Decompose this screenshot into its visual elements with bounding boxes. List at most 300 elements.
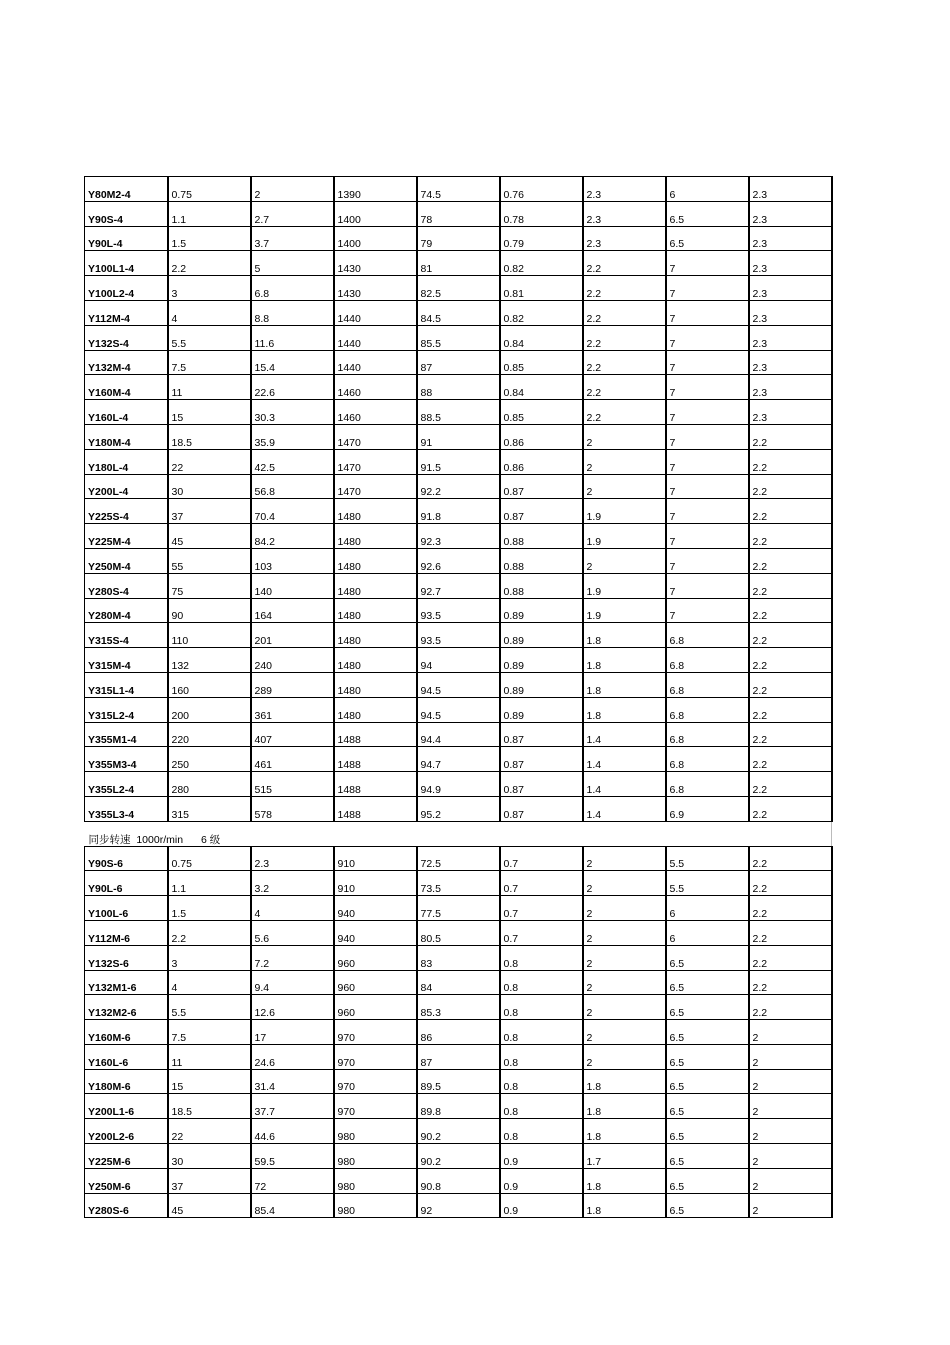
value-cell: 1488: [334, 747, 417, 772]
value-cell: 55: [168, 548, 251, 573]
value-cell: 0.86: [500, 424, 583, 449]
value-cell: 7.5: [168, 350, 251, 375]
value-cell: 1470: [334, 449, 417, 474]
value-cell: 35.9: [251, 424, 334, 449]
value-cell: 7: [666, 325, 749, 350]
model-cell: Y250M-4: [85, 548, 168, 573]
value-cell: 15: [168, 1069, 251, 1094]
table-row: [85, 846, 832, 871]
value-cell: 72.5: [417, 846, 500, 871]
value-cell: 90.2: [417, 1119, 500, 1144]
model-cell: Y225S-4: [85, 499, 168, 524]
four-pole-group: [85, 177, 832, 822]
value-cell: 0.88: [500, 548, 583, 573]
value-cell: 1440: [334, 300, 417, 325]
value-cell: 45: [168, 524, 251, 549]
value-cell: 0.79: [500, 226, 583, 251]
value-cell: 0.82: [500, 251, 583, 276]
table-row: [85, 1144, 832, 1169]
value-cell: 2.3: [749, 400, 832, 425]
value-cell: 1.8: [583, 697, 666, 722]
value-cell: 93.5: [417, 623, 500, 648]
value-cell: 2: [583, 424, 666, 449]
value-cell: 2.3: [749, 325, 832, 350]
value-cell: 1480: [334, 697, 417, 722]
value-cell: 82.5: [417, 276, 500, 301]
value-cell: 1.8: [583, 1193, 666, 1218]
value-cell: 2: [749, 1044, 832, 1069]
model-cell: Y90S-4: [85, 201, 168, 226]
model-cell: Y132S-6: [85, 945, 168, 970]
value-cell: 6.5: [666, 1168, 749, 1193]
value-cell: 37.7: [251, 1094, 334, 1119]
value-cell: 2.2: [583, 350, 666, 375]
model-cell: Y90L-6: [85, 871, 168, 896]
value-cell: 980: [334, 1119, 417, 1144]
value-cell: 0.8: [500, 1119, 583, 1144]
model-cell: Y315L1-4: [85, 672, 168, 697]
value-cell: 0.85: [500, 400, 583, 425]
table-row: [85, 1094, 832, 1119]
value-cell: 2.7: [251, 201, 334, 226]
value-cell: 0.85: [500, 350, 583, 375]
value-cell: 1.8: [583, 672, 666, 697]
value-cell: 1.8: [583, 1168, 666, 1193]
value-cell: 2: [583, 1044, 666, 1069]
value-cell: 0.75: [168, 846, 251, 871]
value-cell: 960: [334, 995, 417, 1020]
value-cell: 2: [749, 1020, 832, 1045]
value-cell: 970: [334, 1069, 417, 1094]
value-cell: 2.2: [583, 300, 666, 325]
value-cell: 2: [583, 449, 666, 474]
value-cell: 90.2: [417, 1144, 500, 1169]
value-cell: 2.3: [583, 226, 666, 251]
value-cell: 7: [666, 424, 749, 449]
value-cell: 2: [583, 945, 666, 970]
value-cell: 2.2: [583, 375, 666, 400]
value-cell: 6.8: [666, 747, 749, 772]
table-row: [85, 970, 832, 995]
value-cell: 940: [334, 920, 417, 945]
table-row: [85, 300, 832, 325]
section-poles: 6 级: [201, 833, 221, 846]
value-cell: 0.78: [500, 201, 583, 226]
value-cell: 1.8: [583, 1119, 666, 1144]
table-row: [85, 375, 832, 400]
value-cell: 2.2: [749, 796, 832, 821]
value-cell: 22: [168, 1119, 251, 1144]
model-cell: Y200L2-6: [85, 1119, 168, 1144]
table-row: [85, 672, 832, 697]
value-cell: 94.9: [417, 772, 500, 797]
value-cell: 1.1: [168, 201, 251, 226]
value-cell: 5.5: [666, 846, 749, 871]
model-cell: Y100L1-4: [85, 251, 168, 276]
table-row: [85, 896, 832, 921]
value-cell: 6.8: [666, 697, 749, 722]
value-cell: 80.5: [417, 920, 500, 945]
value-cell: 31.4: [251, 1069, 334, 1094]
value-cell: 0.8: [500, 1094, 583, 1119]
value-cell: 970: [334, 1044, 417, 1069]
value-cell: 110: [168, 623, 251, 648]
value-cell: 0.87: [500, 474, 583, 499]
value-cell: 72: [251, 1168, 334, 1193]
value-cell: 12.6: [251, 995, 334, 1020]
value-cell: 6.5: [666, 1119, 749, 1144]
value-cell: 2.2: [583, 251, 666, 276]
value-cell: 164: [251, 598, 334, 623]
value-cell: 0.89: [500, 648, 583, 673]
table-row: [85, 623, 832, 648]
section-header-cell: [85, 821, 832, 846]
value-cell: 56.8: [251, 474, 334, 499]
value-cell: 220: [168, 722, 251, 747]
value-cell: 407: [251, 722, 334, 747]
value-cell: 1400: [334, 201, 417, 226]
value-cell: 2.3: [583, 177, 666, 202]
value-cell: 1.9: [583, 598, 666, 623]
value-cell: 7: [666, 499, 749, 524]
value-cell: 7: [666, 449, 749, 474]
table-row: [85, 995, 832, 1020]
value-cell: 132: [168, 648, 251, 673]
value-cell: 37: [168, 499, 251, 524]
motor-spec-table: [84, 176, 833, 1218]
value-cell: 2.2: [749, 573, 832, 598]
value-cell: 92.2: [417, 474, 500, 499]
value-cell: 2: [583, 896, 666, 921]
value-cell: 6.8: [666, 722, 749, 747]
model-cell: Y160M-4: [85, 375, 168, 400]
value-cell: 2.2: [749, 672, 832, 697]
value-cell: 2: [749, 1094, 832, 1119]
value-cell: 1460: [334, 400, 417, 425]
value-cell: 0.8: [500, 945, 583, 970]
value-cell: 4: [168, 300, 251, 325]
value-cell: 2.3: [583, 201, 666, 226]
value-cell: 1480: [334, 548, 417, 573]
value-cell: 0.82: [500, 300, 583, 325]
model-cell: Y200L-4: [85, 474, 168, 499]
model-cell: Y315S-4: [85, 623, 168, 648]
value-cell: 1.1: [168, 871, 251, 896]
value-cell: 0.7: [500, 920, 583, 945]
value-cell: 17: [251, 1020, 334, 1045]
value-cell: 0.87: [500, 747, 583, 772]
model-cell: Y225M-6: [85, 1144, 168, 1169]
value-cell: 79: [417, 226, 500, 251]
value-cell: 2: [583, 474, 666, 499]
value-cell: 289: [251, 672, 334, 697]
value-cell: 1.4: [583, 747, 666, 772]
value-cell: 515: [251, 772, 334, 797]
value-cell: 7.2: [251, 945, 334, 970]
value-cell: 0.81: [500, 276, 583, 301]
table-row: [85, 920, 832, 945]
value-cell: 59.5: [251, 1144, 334, 1169]
value-cell: 1.8: [583, 1069, 666, 1094]
value-cell: 0.8: [500, 995, 583, 1020]
value-cell: 88: [417, 375, 500, 400]
value-cell: 6.5: [666, 1020, 749, 1045]
value-cell: 0.8: [500, 1020, 583, 1045]
value-cell: 2.3: [251, 846, 334, 871]
value-cell: 2.3: [749, 177, 832, 202]
value-cell: 7: [666, 573, 749, 598]
value-cell: 2.3: [749, 375, 832, 400]
value-cell: 2.3: [749, 226, 832, 251]
value-cell: 2: [749, 1193, 832, 1218]
table-row: [85, 400, 832, 425]
value-cell: 960: [334, 970, 417, 995]
value-cell: 3: [168, 276, 251, 301]
value-cell: 7: [666, 350, 749, 375]
value-cell: 73.5: [417, 871, 500, 896]
value-cell: 45: [168, 1193, 251, 1218]
section-label: 同步转速: [88, 833, 131, 846]
value-cell: 85.4: [251, 1193, 334, 1218]
value-cell: 6.8: [666, 772, 749, 797]
table-row: [85, 871, 832, 896]
value-cell: 92.3: [417, 524, 500, 549]
value-cell: 92.7: [417, 573, 500, 598]
model-cell: Y132S-4: [85, 325, 168, 350]
model-cell: Y132M2-6: [85, 995, 168, 1020]
value-cell: 2.2: [583, 276, 666, 301]
table-row: [85, 1168, 832, 1193]
value-cell: 2.2: [749, 945, 832, 970]
table-row: [85, 1119, 832, 1144]
value-cell: 6.5: [666, 945, 749, 970]
value-cell: 1390: [334, 177, 417, 202]
value-cell: 1480: [334, 648, 417, 673]
value-cell: 2.2: [749, 846, 832, 871]
value-cell: 92: [417, 1193, 500, 1218]
value-cell: 2: [583, 548, 666, 573]
value-cell: 11: [168, 1044, 251, 1069]
value-cell: 84.5: [417, 300, 500, 325]
value-cell: 91.5: [417, 449, 500, 474]
value-cell: 2.2: [749, 772, 832, 797]
value-cell: 5.5: [168, 995, 251, 1020]
value-cell: 1488: [334, 722, 417, 747]
value-cell: 94.5: [417, 672, 500, 697]
table-row: [85, 524, 832, 549]
value-cell: 22: [168, 449, 251, 474]
value-cell: 1.5: [168, 226, 251, 251]
value-cell: 0.88: [500, 573, 583, 598]
model-cell: Y160L-6: [85, 1044, 168, 1069]
value-cell: 0.7: [500, 846, 583, 871]
value-cell: 2.2: [749, 598, 832, 623]
table-row: [85, 1069, 832, 1094]
value-cell: 980: [334, 1168, 417, 1193]
table-row: [85, 325, 832, 350]
value-cell: 5: [251, 251, 334, 276]
value-cell: 9.4: [251, 970, 334, 995]
value-cell: 6.5: [666, 201, 749, 226]
value-cell: 361: [251, 697, 334, 722]
table-row: [85, 796, 832, 821]
value-cell: 6.5: [666, 1044, 749, 1069]
model-cell: Y250M-6: [85, 1168, 168, 1193]
value-cell: 1.4: [583, 722, 666, 747]
value-cell: 2: [749, 1168, 832, 1193]
value-cell: 980: [334, 1144, 417, 1169]
value-cell: 6.5: [666, 995, 749, 1020]
value-cell: 77.5: [417, 896, 500, 921]
model-cell: Y280M-4: [85, 598, 168, 623]
value-cell: 2.2: [749, 474, 832, 499]
value-cell: 84: [417, 970, 500, 995]
value-cell: 11.6: [251, 325, 334, 350]
table-row: [85, 276, 832, 301]
value-cell: 2.2: [749, 548, 832, 573]
value-cell: 0.8: [500, 1044, 583, 1069]
value-cell: 5.5: [168, 325, 251, 350]
value-cell: 2: [749, 1119, 832, 1144]
value-cell: 94.7: [417, 747, 500, 772]
value-cell: 315: [168, 796, 251, 821]
model-cell: Y160M-6: [85, 1020, 168, 1045]
value-cell: 2.2: [749, 970, 832, 995]
model-cell: Y180M-6: [85, 1069, 168, 1094]
value-cell: 2.3: [749, 251, 832, 276]
value-cell: 24.6: [251, 1044, 334, 1069]
value-cell: 6.5: [666, 1144, 749, 1169]
value-cell: 1488: [334, 772, 417, 797]
value-cell: 2.2: [749, 449, 832, 474]
value-cell: 2.2: [749, 499, 832, 524]
value-cell: 90.8: [417, 1168, 500, 1193]
value-cell: 7: [666, 474, 749, 499]
value-cell: 1.8: [583, 1094, 666, 1119]
model-cell: Y315L2-4: [85, 697, 168, 722]
section-header-group: [85, 821, 832, 846]
value-cell: 0.8: [500, 1069, 583, 1094]
value-cell: 0.7: [500, 871, 583, 896]
value-cell: 0.84: [500, 325, 583, 350]
value-cell: 0.9: [500, 1144, 583, 1169]
table-row: [85, 251, 832, 276]
value-cell: 6.8: [666, 623, 749, 648]
model-cell: Y112M-4: [85, 300, 168, 325]
value-cell: 86: [417, 1020, 500, 1045]
value-cell: 2.2: [749, 648, 832, 673]
value-cell: 2.2: [749, 524, 832, 549]
model-cell: Y355L2-4: [85, 772, 168, 797]
model-cell: Y90L-4: [85, 226, 168, 251]
table-row: [85, 697, 832, 722]
value-cell: 2.2: [168, 251, 251, 276]
value-cell: 5.6: [251, 920, 334, 945]
value-cell: 1.5: [168, 896, 251, 921]
model-cell: Y315M-4: [85, 648, 168, 673]
value-cell: 6.8: [666, 648, 749, 673]
table-row: [85, 945, 832, 970]
table-row: [85, 424, 832, 449]
value-cell: 0.89: [500, 623, 583, 648]
value-cell: 30: [168, 1144, 251, 1169]
table-row: [85, 548, 832, 573]
value-cell: 140: [251, 573, 334, 598]
value-cell: 6.5: [666, 1193, 749, 1218]
model-cell: Y132M1-6: [85, 970, 168, 995]
value-cell: 960: [334, 945, 417, 970]
value-cell: 37: [168, 1168, 251, 1193]
model-cell: Y355M1-4: [85, 722, 168, 747]
value-cell: 6: [666, 177, 749, 202]
value-cell: 2.2: [749, 871, 832, 896]
value-cell: 0.87: [500, 796, 583, 821]
table-row: [85, 772, 832, 797]
value-cell: 85.5: [417, 325, 500, 350]
value-cell: 2.2: [749, 896, 832, 921]
value-cell: 461: [251, 747, 334, 772]
value-cell: 2.2: [749, 920, 832, 945]
value-cell: 90: [168, 598, 251, 623]
value-cell: 7: [666, 276, 749, 301]
value-cell: 78: [417, 201, 500, 226]
value-cell: 91: [417, 424, 500, 449]
value-cell: 2: [583, 970, 666, 995]
value-cell: 7.5: [168, 1020, 251, 1045]
value-cell: 1.9: [583, 499, 666, 524]
value-cell: 2.3: [749, 350, 832, 375]
table-row: [85, 1020, 832, 1045]
value-cell: 30: [168, 474, 251, 499]
value-cell: 6.8: [251, 276, 334, 301]
value-cell: 2: [749, 1069, 832, 1094]
value-cell: 92.6: [417, 548, 500, 573]
value-cell: 22.6: [251, 375, 334, 400]
value-cell: 3.2: [251, 871, 334, 896]
value-cell: 1480: [334, 598, 417, 623]
value-cell: 7: [666, 598, 749, 623]
value-cell: 94: [417, 648, 500, 673]
value-cell: 1.7: [583, 1144, 666, 1169]
value-cell: 940: [334, 896, 417, 921]
value-cell: 75: [168, 573, 251, 598]
value-cell: 910: [334, 871, 417, 896]
value-cell: 240: [251, 648, 334, 673]
value-cell: 2.2: [749, 697, 832, 722]
value-cell: 84.2: [251, 524, 334, 549]
value-cell: 1.9: [583, 524, 666, 549]
value-cell: 1.8: [583, 648, 666, 673]
value-cell: 0.76: [500, 177, 583, 202]
six-pole-group: [85, 846, 832, 1218]
table-row: [85, 598, 832, 623]
table-row: [85, 1193, 832, 1218]
value-cell: 1430: [334, 251, 417, 276]
section-speed: 1000r/min: [136, 833, 184, 846]
value-cell: 70.4: [251, 499, 334, 524]
value-cell: 6.5: [666, 226, 749, 251]
value-cell: 980: [334, 1193, 417, 1218]
value-cell: 18.5: [168, 1094, 251, 1119]
value-cell: 93.5: [417, 598, 500, 623]
value-cell: 1460: [334, 375, 417, 400]
value-cell: 7: [666, 300, 749, 325]
value-cell: 0.9: [500, 1168, 583, 1193]
table-row: [85, 573, 832, 598]
value-cell: 2: [583, 846, 666, 871]
table-row: [85, 499, 832, 524]
value-cell: 85.3: [417, 995, 500, 1020]
